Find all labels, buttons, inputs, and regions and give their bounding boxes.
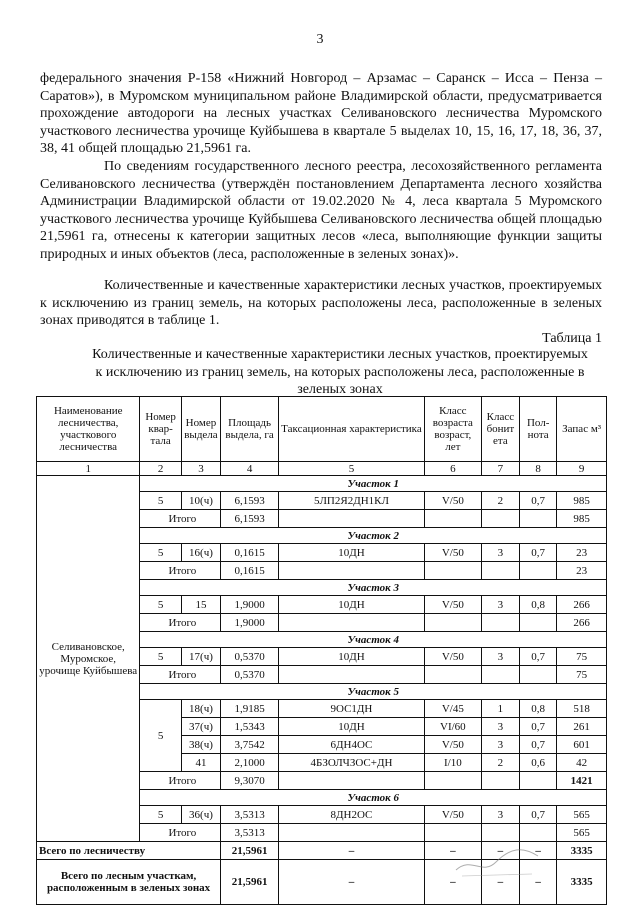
header-cell: Пол-нота — [520, 397, 557, 462]
col-number: 4 — [221, 462, 279, 476]
grand-total-area: 21,5961 — [221, 842, 279, 860]
section-row — [37, 476, 607, 492]
cell: 3 — [481, 544, 519, 562]
section-title: Участок 2 — [140, 528, 607, 544]
cell: 10ДН — [279, 718, 425, 736]
total-label: Итого — [140, 614, 221, 632]
cell: 3 — [481, 736, 519, 754]
section-title: Участок 4 — [140, 632, 607, 648]
grand-total-stock: 3335 — [557, 842, 607, 860]
table-label: Таблица 1 — [542, 331, 602, 346]
cell: V/50 — [424, 544, 481, 562]
cell: 18(ч) — [181, 700, 220, 718]
cell: 3,7542 — [221, 736, 279, 754]
header-cell: Номер выдела — [181, 397, 220, 462]
col-number: 7 — [481, 462, 519, 476]
cell: 1 — [481, 700, 519, 718]
cell: 10ДН — [279, 544, 425, 562]
paragraph-2: По сведениям государственного лесного реестра, лесохозяйственного регламента Селивановского лесничества (утверждён постановлением Департамента лесного хозяйства Администрации Владимирской области от 19.02.2020 № 4, леса квартала 5 Муромского участкового лесничества урочище Куйбышева Селивановского лесничества общей площадью 21,5961 га, отнесены к категории защитных лесов «леса, выполняющие функции защиты природных и иных объектов (леса, расположенные в зеленых зонах)». — [40, 159, 602, 262]
signature-mark — [452, 826, 542, 882]
header-cell: Класс возраста возраст, лет — [424, 397, 481, 462]
cell: V/50 — [424, 736, 481, 754]
total-stock: 1421 — [557, 772, 607, 790]
cell: 23 — [557, 544, 607, 562]
cell: 518 — [557, 700, 607, 718]
col-number: 9 — [557, 462, 607, 476]
header-cell: Наименование лесничества, участкового лесничества — [37, 397, 140, 462]
cell: 0,7 — [520, 648, 557, 666]
cell: 0,8 — [520, 596, 557, 614]
header-cell: Таксационная характеристика — [279, 397, 425, 462]
cell: V/45 — [424, 700, 481, 718]
cell: 8ДН2ОС — [279, 806, 425, 824]
cell: 5 — [140, 492, 181, 510]
cell: 0,7 — [520, 544, 557, 562]
cell: – — [520, 860, 557, 905]
cell: 9ОС1ДН — [279, 700, 425, 718]
cell: – — [279, 860, 425, 905]
table-title: Количественные и качественные характеристики лесных участков, проектируемых к исключению из границ земель, на которых расположены леса, расположенные в зеленых зонах — [92, 347, 588, 397]
total-area: 3,5313 — [221, 824, 279, 842]
col-number: 1 — [37, 462, 140, 476]
cell: – — [520, 842, 557, 860]
cell: 42 — [557, 754, 607, 772]
total-label: Итого — [140, 824, 221, 842]
header-cell: Номер квар-тала — [140, 397, 181, 462]
cell: 1,5343 — [221, 718, 279, 736]
cell: 2 — [481, 754, 519, 772]
cell: – — [481, 842, 519, 860]
section-title: Участок 5 — [140, 684, 607, 700]
cell: V/50 — [424, 492, 481, 510]
grand-total-label: Всего по лесничеству — [37, 842, 221, 860]
cell: 5 — [140, 806, 181, 824]
cell: – — [424, 842, 481, 860]
total-stock: 565 — [557, 824, 607, 842]
column-number-row — [37, 462, 607, 476]
cell: 5 — [140, 648, 181, 666]
total-area: 1,9000 — [221, 614, 279, 632]
total-label: Итого — [140, 772, 221, 790]
header-cell: Площадь выдела, га — [221, 397, 279, 462]
col-number: 3 — [181, 462, 220, 476]
col-number: 8 — [520, 462, 557, 476]
section-title: Участок 6 — [140, 790, 607, 806]
cell: 0,7 — [520, 718, 557, 736]
quarter-cell: 5 — [140, 700, 181, 772]
cell: 6,1593 — [221, 492, 279, 510]
cell: – — [424, 860, 481, 905]
section-title: Участок 1 — [140, 476, 607, 492]
cell: VI/60 — [424, 718, 481, 736]
cell: 0,1615 — [221, 544, 279, 562]
forestry-name-cell: Селивановское, Муромское, урочище Куйбышева — [37, 476, 140, 842]
total-area: 0,1615 — [221, 562, 279, 580]
cell: 0,7 — [520, 806, 557, 824]
cell: V/50 — [424, 648, 481, 666]
cell: 6ДН4ОС — [279, 736, 425, 754]
total-area: 9,3070 — [221, 772, 279, 790]
green-total-label: Всего по лесным участкам, расположенным в зеленых зонах — [37, 860, 221, 905]
cell: 15 — [181, 596, 220, 614]
total-stock: 23 — [557, 562, 607, 580]
section-title: Участок 3 — [140, 580, 607, 596]
cell: 36(ч) — [181, 806, 220, 824]
cell: 4БЗОЛЧЗОС+ДН — [279, 754, 425, 772]
cell: 266 — [557, 596, 607, 614]
header-cell: Запас м³ — [557, 397, 607, 462]
cell: V/50 — [424, 596, 481, 614]
cell: 985 — [557, 492, 607, 510]
cell: 0,5370 — [221, 648, 279, 666]
cell: 75 — [557, 648, 607, 666]
cell: 2 — [481, 492, 519, 510]
cell: 10(ч) — [181, 492, 220, 510]
cell: 38(ч) — [181, 736, 220, 754]
cell: 3,5313 — [221, 806, 279, 824]
cell: V/50 — [424, 806, 481, 824]
cell: – — [279, 842, 425, 860]
green-total-stock: 3335 — [557, 860, 607, 905]
cell: 261 — [557, 718, 607, 736]
total-label: Итого — [140, 562, 221, 580]
paragraph-3: Количественные и качественные характеристики лесных участков, проектируемых к исключению из границ земель, на которых расположены леса, расположенные в зеленых зонах приводятся в таблице 1. — [40, 278, 602, 328]
cell: 1,9000 — [221, 596, 279, 614]
cell: 0,7 — [520, 492, 557, 510]
total-stock: 266 — [557, 614, 607, 632]
cell: 5ЛП2Я2ДН1КЛ — [279, 492, 425, 510]
cell: 37(ч) — [181, 718, 220, 736]
green-total-area: 21,5961 — [221, 860, 279, 905]
cell: I/10 — [424, 754, 481, 772]
cell: 0,7 — [520, 736, 557, 754]
paragraph-1: федерального значения Р-158 «Нижний Новгород – Арзамас – Саранск – Исса – Пенза – Саратов»), в Муромском муниципальном районе Владимирской области, предусматривается прохождение автодороги на лесных участках Селивановского лесничества Муромского участкового лесничества урочище Куйбышева в квартале 5 выделах 10, 15, 16, 17, 18, 36, 37, 38, 41 общей площадью 21,5961 га. — [40, 71, 602, 156]
cell: 565 — [557, 806, 607, 824]
page-number: 3 — [316, 32, 324, 47]
cell: 10ДН — [279, 648, 425, 666]
cell: 3 — [481, 806, 519, 824]
total-stock: 75 — [557, 666, 607, 684]
cell: 5 — [140, 596, 181, 614]
cell: 3 — [481, 648, 519, 666]
header-row — [37, 397, 607, 462]
cell: 17(ч) — [181, 648, 220, 666]
cell: – — [481, 860, 519, 905]
col-number: 2 — [140, 462, 181, 476]
cell: 3 — [481, 718, 519, 736]
total-label: Итого — [140, 510, 221, 528]
total-stock: 985 — [557, 510, 607, 528]
cell: 10ДН — [279, 596, 425, 614]
col-number: 6 — [424, 462, 481, 476]
cell: 2,1000 — [221, 754, 279, 772]
cell: 0,6 — [520, 754, 557, 772]
cell: 5 — [140, 544, 181, 562]
total-area: 0,5370 — [221, 666, 279, 684]
header-cell: Класс бонит ета — [481, 397, 519, 462]
cell: 1,9185 — [221, 700, 279, 718]
cell: 0,8 — [520, 700, 557, 718]
total-label: Итого — [140, 666, 221, 684]
cell: 41 — [181, 754, 220, 772]
total-area: 6,1593 — [221, 510, 279, 528]
cell: 16(ч) — [181, 544, 220, 562]
cell: 3 — [481, 596, 519, 614]
cell: 601 — [557, 736, 607, 754]
col-number: 5 — [279, 462, 425, 476]
